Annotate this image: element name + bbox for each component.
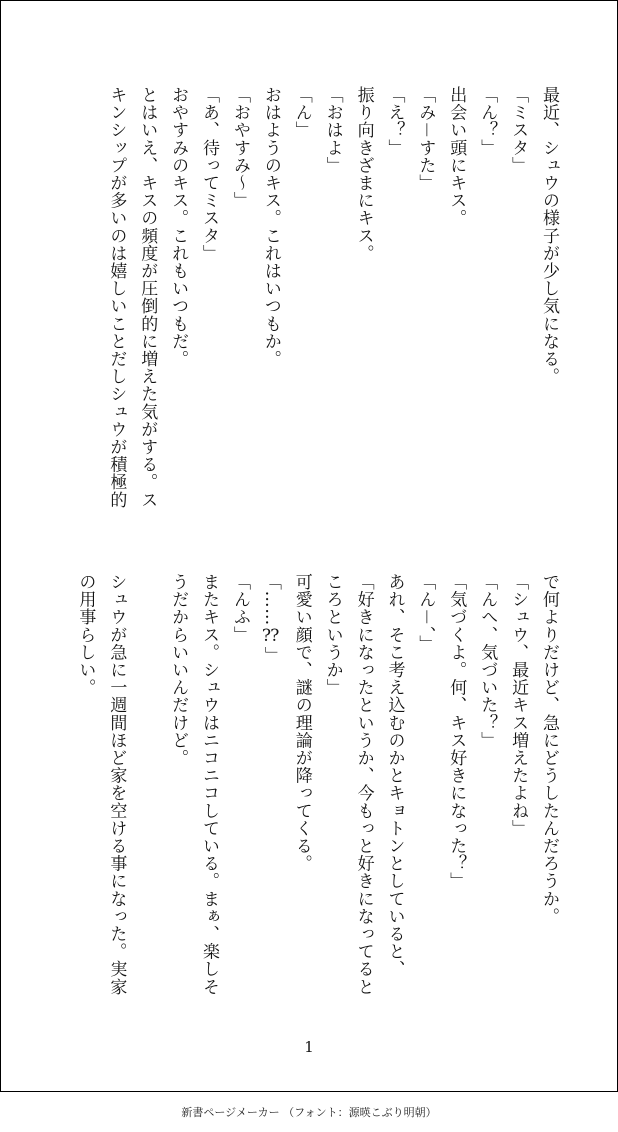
text-line: 「んふ」 (229, 573, 250, 644)
text-line: おやすみのキス。これもいつもだ。 (168, 86, 189, 368)
text-line: 可愛い顔で、謎の理論が降ってくる。 (291, 573, 312, 873)
text-line: 出会い頭にキス。 (446, 86, 467, 227)
text-line: 「ん？」 (477, 86, 498, 157)
text-line: 「んへ、気づいた？」 (477, 573, 498, 749)
text-line: 「え？」 (384, 86, 405, 157)
text-line: シュウが急に一週間ほど家を空ける事になった。実家 (106, 573, 127, 996)
text-line: 「あ、待ってミスタ」 (199, 86, 220, 262)
text-line: あれ、そこ考え込むのかとキョトンとしていると、 (384, 573, 405, 978)
text-block-top (100, 86, 564, 508)
text-line: とはいえ、キスの頻度が圧倒的に増えた気がする。ス (137, 86, 158, 509)
text-line: 「……⁇」 (260, 573, 281, 664)
text-line: 「好きになったというか、今もっと好きになってると (353, 573, 374, 996)
text-line: 「ミスタ」 (508, 86, 529, 174)
text-line: 「ん－、」 (415, 573, 436, 653)
text-line: 「気づくよ。何、キス好きになった？」 (446, 573, 467, 890)
text-line: キンシップが多いのは嬉しいことだしシュウが積極的 (106, 86, 127, 509)
blank-line (131, 573, 162, 995)
text-line: 「シュウ、最近キス増えたよね」 (508, 573, 529, 837)
text-line: ころというか」 (322, 573, 343, 697)
text-line: 「み－すた」 (415, 86, 436, 192)
text-line: うだからいいんだけど。 (168, 573, 189, 767)
text-line: の用事らしい。 (75, 573, 96, 697)
page-number: 1 (304, 1038, 314, 1056)
footer-credit: 新書ページメーカー （フォント：源暎こぶり明朝） (181, 1106, 437, 1119)
text-line: 「ん」 (291, 86, 312, 139)
text-line: またキス。シュウはニコニコしている。まぁ、楽しそ (199, 573, 220, 996)
text-line: で何よりだけど、急にどうしたんだろうか。 (539, 573, 559, 925)
text-line: 最近、シュウの様子が少し気になる。 (539, 86, 559, 386)
text-line: おはようのキス。これはいつもか。 (260, 86, 281, 368)
text-line: 「おやすみ～」 (229, 86, 250, 210)
text-line: 振り向きざまにキス。 (353, 86, 374, 262)
text-line: 「おはよ」 (322, 86, 343, 174)
text-block-bottom (70, 573, 565, 995)
